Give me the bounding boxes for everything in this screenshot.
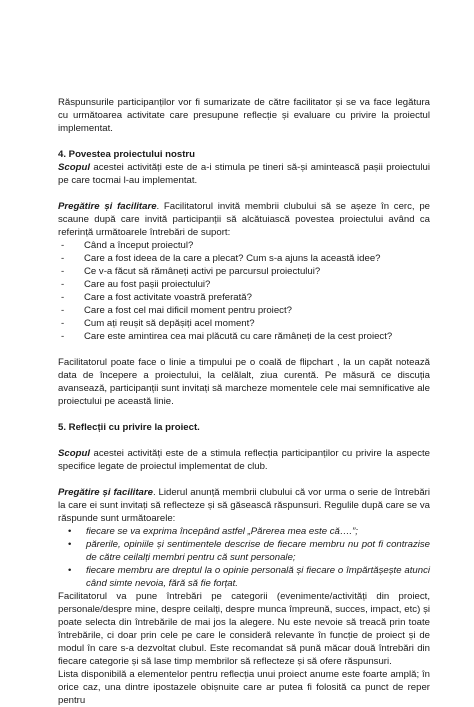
- scope-text: acestei activități este de a stimula reflecția participanților cu privire la aspecte specifice legate de proiectul implementat de club.: [58, 448, 430, 472]
- list-item: • fiecare se va exprima începând astfel „Părerea mea este că….”;: [58, 525, 430, 538]
- scope-label: Scopul: [58, 448, 90, 459]
- list-paragraph: Lista disponibilă a elementelor pentru reflecția unui proiect anume este foarte amplă; în orice caz, una dintre ipostazele obișnuite care ar putea fi folosită ca punct de reper pentru: [58, 669, 430, 706]
- section-4-scope: [58, 161, 430, 187]
- list-item: - Cum ați reușit să depășiți acel moment?: [58, 317, 430, 330]
- intro-paragraph: Răspunsurile participanților vor fi sumarizate de către facilitator și se va face legătura cu următoarea activitate care presupune reflecție și evaluare cu privire la proiectul implementat.: [58, 97, 430, 134]
- list-item: • fiecare membru are dreptul la o opinie personală și fiecare o împărtășește atunci când simte nevoia, fără să fie forțat.: [58, 564, 430, 590]
- list-item: - Care au fost pașii proiectului?: [58, 278, 430, 291]
- flipchart-paragraph: Facilitatorul poate face o linie a timpului pe o coală de flipchart , la un capăt notează data de începere a proiectului, la celălalt, ziua curentă. Pe măsură ce discuția avansează, participanții sunt invitați să marcheze momentele cele mai semnificative ale proiectului pe această linie.: [58, 357, 430, 407]
- list-item: - Ce v-a făcut să rămâneți activi pe parcursul proiectului?: [58, 265, 430, 278]
- scope-text: acestei activități este de a-i stimula pe tineri să-și amintească pașii proiectului pe care tocmai l-au implementat.: [58, 162, 430, 186]
- scope-label: Scopul: [58, 162, 90, 173]
- list-item: • părerile, opiniile și sentimentele descrise de fiecare membru nu pot fi contrazise de către ceilalți membri pentru că sunt personale;: [58, 538, 430, 564]
- preparation-label: Pregătire și facilitare: [58, 487, 153, 498]
- list-item: - Care a fost cel mai dificil moment pentru proiect?: [58, 304, 430, 317]
- list-item: - Când a început proiectul?: [58, 239, 430, 252]
- support-questions-list: [58, 239, 430, 343]
- section-4-heading: 4. Povestea proiectului nostru: [58, 149, 196, 160]
- section-4-preparation: [58, 200, 430, 239]
- preparation-text: . Liderul anunță membrii clubului că vor urma o serie de întrebări la care ei sunt invitați să reflecteze și să găsească răspunsuri. Regulile după care se va răspunde sunt următoarele:: [58, 487, 430, 524]
- list-item: - Care este amintirea cea mai plăcută cu care rămâneți de la cest proiect?: [58, 330, 430, 343]
- list-item: - Care a fost ideea de la care a plecat? Cum s-a ajuns la această idee?: [58, 252, 430, 265]
- categories-paragraph: Facilitatorul va pune întrebări pe categorii (evenimente/activități din proiect, personale/despre mine, despre ceilalți, despre munca împreună, succes, impact, etc) și poate selecta din întrebările de mai jos la alegere. Nu este nevoie să treacă prin toate întrebările, ci doar prin cele pe care le consideră relevante în funcție de proiect și de modul în care s-a dezvoltat clubul. Este recomandat să pună măcar două întrebări din fiecare categorie și să lase timp membrilor să reflecteze și să ofere răspunsuri.: [58, 591, 430, 667]
- section-5-preparation: [58, 486, 430, 525]
- section-5-heading: 5. Reflecții cu privire la proiect.: [58, 422, 200, 433]
- preparation-text: . Facilitatorul invită membrii clubului să se așeze în cerc, pe scaune după care invită participanții să alcătuiască povestea proiectului având ca referință următoarele întrebări de suport:: [58, 201, 430, 238]
- rules-list: [58, 525, 430, 590]
- preparation-label: Pregătire și facilitare: [58, 201, 157, 212]
- list-item: - Care a fost activitate voastră preferată?: [58, 291, 430, 304]
- section-5-scope: [58, 447, 430, 473]
